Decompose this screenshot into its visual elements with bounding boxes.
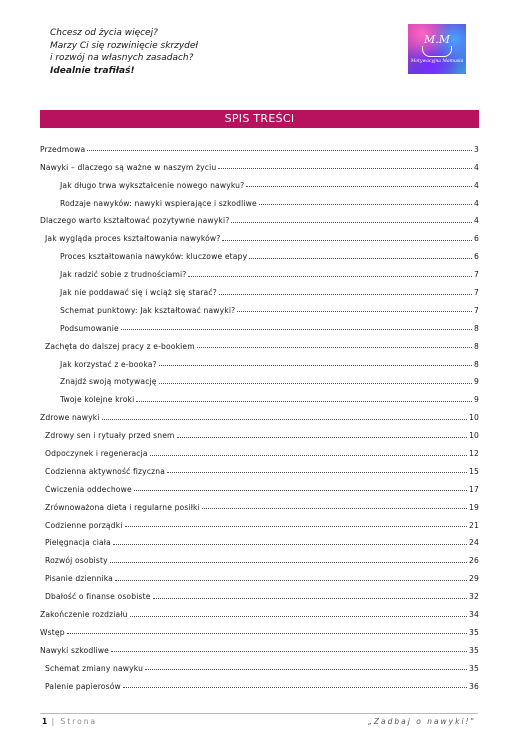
toc-entry-title: Codzienne porządki [45, 520, 123, 530]
toc-entry[interactable] [40, 243, 479, 261]
toc-entry-page: 35 [469, 645, 479, 655]
toc-entry[interactable] [40, 530, 479, 548]
footer-page-info [42, 717, 97, 726]
toc-leader-dots [218, 168, 472, 169]
toc-leader-dots [219, 294, 472, 295]
toc-entry[interactable] [40, 547, 479, 565]
toc-entry-page: 7 [474, 288, 479, 298]
toc-leader-dots [102, 419, 467, 420]
page-label: | Strona [51, 717, 98, 726]
toc-entry-page: 26 [469, 556, 479, 566]
toc-entry-page: 7 [474, 305, 479, 315]
toc-entry-title: Zachęta do dalszej pracy z e-bookiem [45, 341, 195, 351]
toc-entry[interactable] [40, 297, 479, 315]
toc-entry-page: 34 [469, 610, 479, 620]
toc-entry-title: Zdrowy sen i rytuały przed snem [45, 431, 175, 441]
toc-entry-title: Codzienna aktywność fizyczna [45, 466, 166, 476]
toc-entry-page: 9 [474, 395, 479, 405]
toc-leader-dots [136, 401, 472, 402]
toc-leader-dots [231, 222, 472, 223]
toc-leader-dots [249, 258, 472, 259]
toc-entry-page: 19 [469, 502, 479, 512]
toc-entry-title: Rodzaje nawyków: nawyki wspierające i szkodliwe [60, 198, 257, 208]
toc-entry-title: Schemat zmiany nawyku [45, 663, 144, 673]
brand-logo [408, 24, 466, 74]
toc-leader-dots [197, 347, 472, 348]
toc-entry[interactable] [40, 225, 479, 243]
toc-entry-title: Pisanie dziennika [45, 574, 113, 584]
toc-leader-dots [259, 204, 472, 205]
toc-entry[interactable] [40, 136, 479, 154]
toc-entry-title: Dbałość o finanse osobiste [45, 592, 151, 602]
toc-entry[interactable] [40, 369, 479, 387]
toc-entry[interactable] [40, 315, 479, 333]
toc-leader-dots [177, 437, 467, 438]
toc-leader-dots [150, 455, 467, 456]
toc-leader-dots [87, 150, 472, 151]
toc-leader-dots [188, 276, 472, 277]
toc-entry-page: 4 [474, 198, 479, 208]
toc-entry-title: Zakończenie rozdziału [40, 610, 128, 620]
toc-entry-page: 35 [469, 663, 479, 673]
intro-text [50, 27, 198, 77]
toc-entry-title: Wstęp [40, 627, 65, 637]
toc-entry[interactable] [40, 494, 479, 512]
toc-entry-title: Zrównoważona dieta i regularne posiłki [45, 502, 200, 512]
toc-entry[interactable] [40, 673, 479, 691]
toc-entry[interactable] [40, 601, 479, 619]
toc-entry[interactable] [40, 512, 479, 530]
intro-line: i rozwój na własnych zasadach? [50, 53, 194, 63]
toc-entry-title: Nawyki – dlaczego są ważne w naszym życiu [40, 162, 217, 172]
toc-entry-title: Pielęgnacja ciała [45, 538, 111, 548]
toc-entry-page: 9 [474, 377, 479, 387]
toc-entry-page: 8 [474, 341, 479, 351]
toc-entry-page: 36 [469, 681, 479, 691]
intro-line: Marzy Ci się rozwinięcie skrzydeł [50, 40, 198, 51]
logo-crown-icon [422, 46, 452, 57]
toc-entry-title: Jak długo trwa wykształcenie nowego nawyku? [60, 180, 245, 190]
toc-entry-title: Przedmowa [40, 144, 86, 154]
toc-leader-dots [159, 383, 472, 384]
toc-entry-title: Palenie papierosów [45, 681, 121, 691]
toc-entry-page: 10 [469, 413, 479, 423]
toc-entry-page: 3 [474, 144, 479, 154]
toc-entry-page: 8 [474, 359, 479, 369]
toc-entry[interactable] [40, 333, 479, 351]
toc-entry-page: 15 [469, 466, 479, 476]
toc-leader-dots [222, 240, 472, 241]
toc-entry-title: Dlaczego warto kształtować pozytywne nawyki? [40, 216, 230, 226]
toc-entry-page: 8 [474, 323, 479, 333]
toc-entry-title: Nawyki szkodliwe [40, 645, 109, 655]
toc-leader-dots [67, 633, 467, 634]
footer-divider [40, 713, 478, 714]
toc-leader-dots [130, 616, 467, 617]
toc-entry[interactable] [40, 422, 479, 440]
toc-entry-title: Twoje kolejne kroki [60, 395, 135, 405]
toc-leader-dots [113, 544, 467, 545]
toc-entry-page: 35 [469, 627, 479, 637]
toc-entry[interactable] [40, 351, 479, 369]
toc-entry-title: Jak radzić sobie z trudnościami? [60, 270, 187, 280]
toc-entry-title: Znajdź swoją motywację [60, 377, 157, 387]
toc-leader-dots [153, 598, 468, 599]
toc-entry[interactable] [40, 404, 479, 422]
toc-entry-page: 24 [469, 538, 479, 548]
toc-leader-dots [246, 186, 472, 187]
toc-entry[interactable] [40, 440, 479, 458]
toc-entry-page: 6 [474, 252, 479, 262]
toc-leader-dots [110, 562, 467, 563]
toc-entry-page: 7 [474, 270, 479, 280]
toc-entry-title: Rozwój osobisty [45, 556, 108, 566]
toc-entry-page: 29 [469, 574, 479, 584]
toc-leader-dots [121, 329, 472, 330]
toc-entry[interactable] [40, 386, 479, 404]
toc-leader-dots [125, 526, 468, 527]
toc-entry[interactable] [40, 279, 479, 297]
toc-entry[interactable] [40, 172, 479, 190]
toc-entry-title: Podsumowanie [60, 323, 119, 333]
toc-entry-title: Jak korzystać z e-booka? [60, 359, 157, 369]
toc-leader-dots [159, 365, 472, 366]
toc-entry-title: Proces kształtowania nawyków: kluczowe etapy [60, 252, 248, 262]
toc-entry-title: Ćwiczenia oddechowe [45, 484, 132, 494]
toc-leader-dots [167, 472, 467, 473]
toc-entry-title: Zdrowe nawyki [40, 413, 100, 423]
toc-entry-page: 32 [469, 592, 479, 602]
intro-line: Chcesz od życia więcej? [50, 28, 158, 38]
toc-entry[interactable] [40, 458, 479, 476]
toc-leader-dots [111, 651, 467, 652]
logo-monogram: M.M [423, 33, 451, 46]
toc-entry-title: Jak wygląda proces kształtowania nawyków? [45, 234, 221, 244]
logo-name: Motywacyjna Mamusia [410, 59, 464, 64]
toc-leader-dots [145, 669, 467, 670]
toc-leader-dots [237, 311, 472, 312]
toc-entry-page: 4 [474, 180, 479, 190]
toc-entry-page: 4 [474, 162, 479, 172]
toc-entry[interactable] [40, 655, 479, 673]
toc-entry[interactable] [40, 637, 479, 655]
toc-entry[interactable] [40, 565, 479, 583]
toc-entry-page: 6 [474, 234, 479, 244]
toc-entry[interactable] [40, 619, 479, 637]
table-of-contents [40, 136, 479, 691]
toc-entry-page: 21 [469, 520, 479, 530]
toc-entry[interactable] [40, 583, 479, 601]
toc-entry-page: 12 [469, 449, 479, 459]
toc-entry[interactable] [40, 476, 479, 494]
intro-tagline: Idealnie trafiłaś! [50, 65, 135, 76]
page-number: 1 [42, 717, 48, 726]
toc-entry-page: 4 [474, 216, 479, 226]
toc-leader-dots [202, 508, 467, 509]
toc-entry-page: 10 [469, 431, 479, 441]
toc-entry[interactable] [40, 190, 479, 208]
toc-leader-dots [115, 580, 467, 581]
toc-leader-dots [123, 687, 467, 688]
toc-entry-page: 17 [469, 484, 479, 494]
toc-entry-title: Schemat punktowy: Jak kształtować nawyki? [60, 305, 236, 315]
toc-entry[interactable] [40, 208, 479, 226]
footer-tagline: „Zadbaj o nawyki!" [368, 717, 476, 726]
toc-entry[interactable] [40, 154, 479, 172]
toc-heading: SPIS TREŚCI [40, 110, 479, 128]
toc-leader-dots [134, 490, 467, 491]
toc-entry-title: Odpoczynek i regeneracja [45, 449, 148, 459]
toc-entry[interactable] [40, 261, 479, 279]
toc-entry-title: Jak nie poddawać się i wciąż się starać? [60, 288, 217, 298]
